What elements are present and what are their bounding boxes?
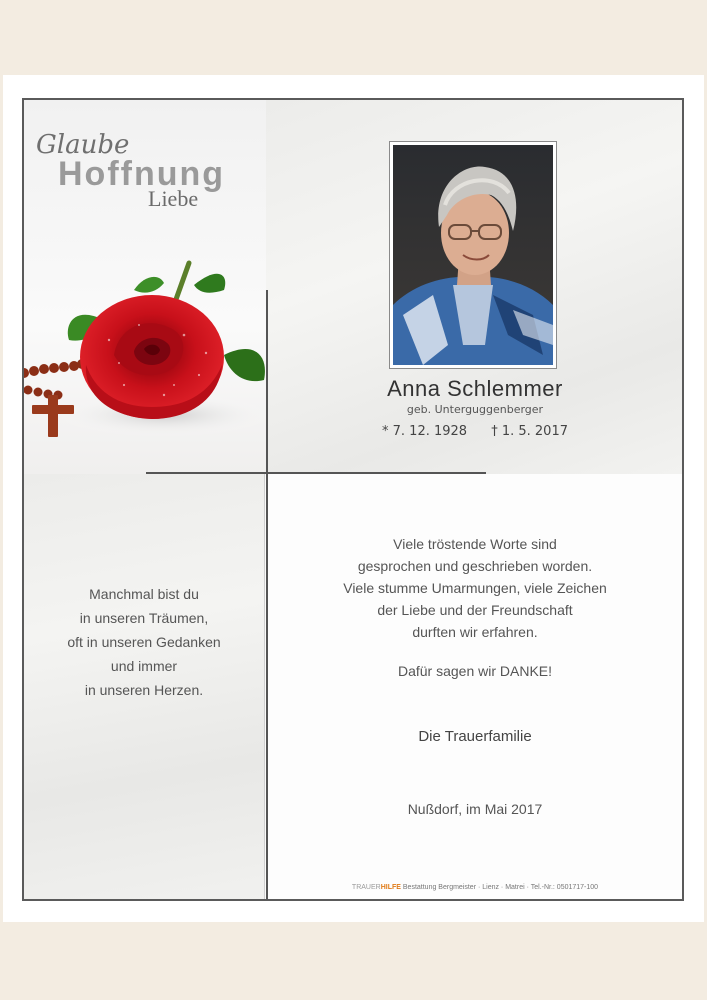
poem-text	[24, 582, 264, 702]
signature: Die Trauerfamilie	[418, 728, 532, 745]
thanks-line: durften wir erfahren.	[412, 624, 538, 640]
thanks-line: gesprochen und geschrieben worden.	[357, 558, 593, 574]
birth-name: geb. Unterguggenberger	[406, 403, 544, 416]
poem-line: in unseren Träumen,	[79, 610, 209, 626]
poem-line: Manchmal bist du	[89, 586, 199, 602]
footer-text: Bestattung Bergmeister · Lienz · Matrei · Tel.-Nr.: 0501717-100	[400, 884, 599, 891]
motto-panel	[24, 100, 266, 474]
thanks-text	[266, 533, 684, 643]
thanks-line: Viele tröstende Worte sind	[393, 536, 557, 552]
death-date: † 1. 5. 2017	[491, 424, 568, 439]
portrait-frame	[389, 141, 557, 369]
thanks-line: Viele stumme Umarmungen, viele Zeichen	[343, 580, 607, 596]
motto-love: Liebe	[148, 186, 199, 211]
obituary-card	[22, 98, 684, 901]
poem-line: und immer	[110, 658, 178, 674]
funeral-home-footer	[266, 884, 684, 891]
deceased-name: Anna Schlemmer	[387, 376, 563, 401]
cross-horizontal-line	[146, 472, 486, 474]
life-dates	[266, 424, 684, 439]
portrait-photo	[393, 145, 553, 365]
footer-brand-part2: HILFE	[380, 884, 401, 891]
rose-with-rosary-image	[24, 245, 266, 455]
motto-faith: Glaube	[36, 130, 130, 160]
thanks-closing: Dafür sagen wir DANKE!	[397, 663, 553, 679]
poem-line: in unseren Herzen.	[84, 682, 204, 698]
place-and-date: Nußdorf, im Mai 2017	[407, 801, 543, 817]
panel-separator-line	[264, 474, 265, 901]
footer-brand-part1: TRAUER	[351, 884, 381, 891]
birth-date: * 7. 12. 1928	[382, 424, 468, 439]
motto-hope: Hoffnung	[58, 155, 226, 193]
poem-line: oft in unseren Gedanken	[67, 634, 221, 650]
thanks-line: der Liebe und der Freundschaft	[377, 602, 573, 618]
